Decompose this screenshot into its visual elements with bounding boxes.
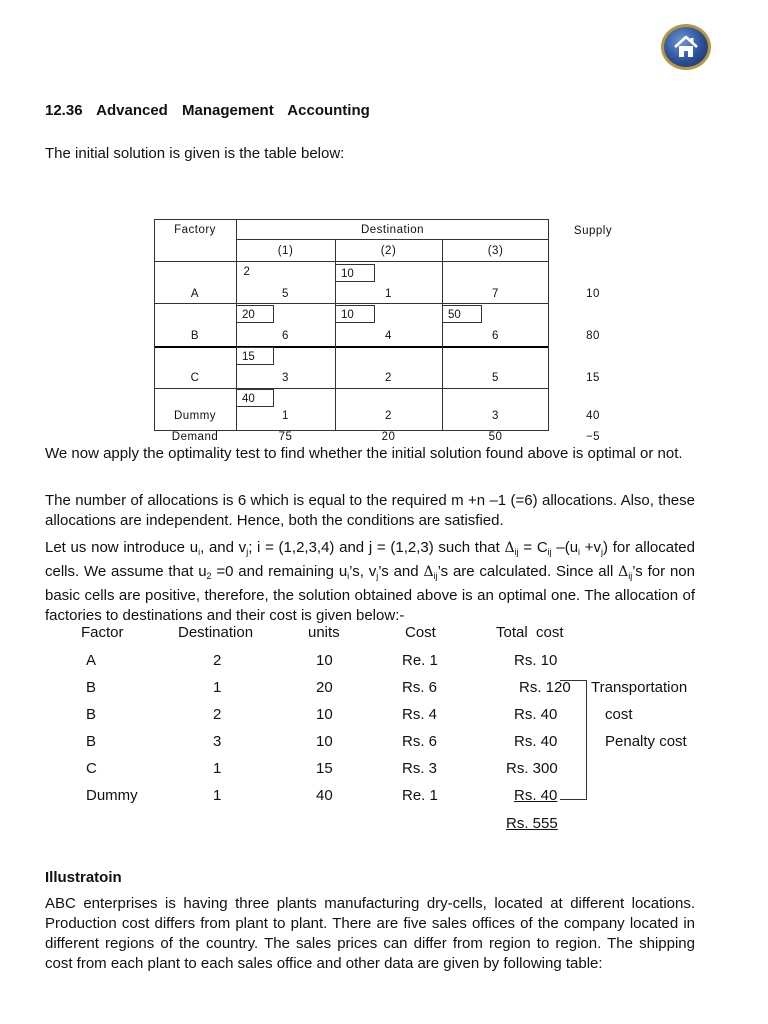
illustration-text: ABC enterprises is having three plants manufacturing dry-cells, located at different locations. Production cost differs from plant to plant. There are five sales offices of the company located in different regions of the country. The sales prices can differ from region to region. The shipping cost from each plant to each sales office and other data are given by following table:: [45, 895, 695, 972]
paragraph-uv-method: Let us now introduce $u_i$, and $v_j$; i = (1,2,3,4) and j = (1,2,3) such that $\Delta_{ij} = C_{ij}$ $-(u_i +v_j)$ for allocated cells. We assume that $u_2 =0$ and remaining $u_i’s$, $v_j’s$ and $\Delta_{ij}’s$ are calculated. Since all $\Delta_{ij}’s$ for non basic cells are positive, therefore, the solution obtained above is an optimal one. The allocation of factories to destinations and their cost is given below:-: [45, 539, 695, 624]
home-icon: [673, 34, 699, 60]
alloc-row-destination: 1: [213, 679, 222, 696]
alloc-dummy-1: 40: [236, 389, 274, 407]
alloc-row-destination: 1: [213, 760, 222, 777]
bracket-note-penalty: Penalty cost: [605, 733, 687, 750]
row-label-a: A: [190, 288, 200, 300]
alloc-row-cost: Re. 1: [402, 652, 438, 669]
alloc-row-cost: Re. 1: [402, 787, 438, 804]
alloc-a-1: 2: [243, 266, 251, 278]
dest-col-1: (1): [277, 245, 294, 257]
alloc-row-cost: Rs. 6: [402, 733, 438, 750]
home-button[interactable]: [661, 24, 711, 70]
row-label-b: B: [190, 330, 200, 342]
alloc-header-cost: Cost: [405, 624, 436, 641]
demand-3: 50: [488, 431, 503, 443]
bracket-note-transportation: Transportation: [591, 679, 688, 696]
alloc-row-destination: 2: [213, 652, 222, 669]
alloc-b-1: 20: [236, 305, 274, 323]
alloc-row-units: 10: [316, 652, 333, 669]
alloc-c-1: 15: [236, 347, 274, 365]
cost-dummy-1: 1: [282, 410, 289, 422]
alloc-row-destination: 2: [213, 706, 222, 723]
alloc-header-destination: Destination: [178, 624, 254, 641]
alloc-row-cost: Rs. 6: [402, 679, 438, 696]
alloc-row-units: 40: [316, 787, 333, 804]
demand-label: Demand: [171, 431, 219, 443]
supply-dummy: 40: [586, 410, 600, 422]
alloc-row-total: Rs. 40: [514, 787, 558, 804]
alloc-row-destination: 1: [213, 787, 222, 804]
intro-text: The initial solution is given is the table below:: [45, 145, 345, 162]
paragraph-allocations: The number of allocations is 6 which is equal to the required m +n –1 (=6) allocations. Also, these allocations are independent. Hence, both the conditions are satisfied.: [45, 492, 695, 529]
alloc-row-cost: Rs. 4: [402, 706, 438, 723]
alloc-row-destination: 3: [213, 733, 222, 750]
illustration-heading: Illustratoin: [45, 869, 122, 886]
cost-a-2: 1: [385, 288, 392, 300]
cost-b-1: 6: [282, 330, 289, 342]
cost-dummy-3: 3: [492, 410, 499, 422]
demand-total: −5: [585, 431, 601, 443]
alloc-header-total: Total cost: [496, 624, 564, 641]
cost-a-3: 7: [492, 288, 499, 300]
page-header: 12.36 Advanced Management Accounting: [45, 102, 370, 119]
alloc-row-total: Rs. 10: [514, 652, 558, 669]
alloc-row-factor: B: [86, 733, 97, 750]
alloc-row-total: Rs. 40: [514, 706, 558, 723]
destination-header: Destination: [360, 224, 425, 236]
alloc-row-factor: B: [86, 706, 97, 723]
alloc-b-2: 10: [335, 305, 375, 323]
dest-col-3: (3): [487, 245, 504, 257]
alloc-row-factor: Dummy: [86, 787, 138, 804]
total-bracket: [560, 680, 587, 800]
cost-b-2: 4: [385, 330, 392, 342]
alloc-header-factor: Factor: [81, 624, 124, 641]
alloc-row-units: 10: [316, 706, 333, 723]
alloc-header-units: units: [308, 624, 340, 641]
alloc-row-factor: C: [86, 760, 97, 777]
alloc-b-3: 50: [442, 305, 482, 323]
transportation-table: [154, 219, 549, 431]
alloc-row-factor: B: [86, 679, 97, 696]
alloc-row-cost: Rs. 3: [402, 760, 438, 777]
supply-c: 15: [586, 372, 600, 384]
alloc-row-total: Rs. 40: [514, 733, 558, 750]
supply-b: 80: [586, 330, 600, 342]
alloc-grand-total: Rs. 555: [506, 815, 558, 832]
cost-b-3: 6: [492, 330, 499, 342]
row-label-dummy: Dummy: [173, 410, 217, 422]
cost-dummy-2: 2: [385, 410, 392, 422]
alloc-a-2: 10: [335, 264, 375, 282]
paragraph-optimality: We now apply the optimality test to find whether the initial solution found above is optimal or not.: [45, 445, 683, 462]
cost-c-1: 3: [282, 372, 289, 384]
factory-header: Factory: [174, 224, 216, 236]
cost-a-1: 5: [282, 288, 289, 300]
cost-c-3: 5: [492, 372, 499, 384]
alloc-row-total: Rs. 120: [519, 679, 571, 696]
alloc-row-units: 15: [316, 760, 333, 777]
supply-header: Supply: [573, 225, 613, 237]
alloc-row-total: Rs. 300: [506, 760, 558, 777]
alloc-row-units: 10: [316, 733, 333, 750]
demand-2: 20: [381, 431, 396, 443]
bracket-note-cost: cost: [605, 706, 633, 723]
supply-a: 10: [586, 288, 600, 300]
row-label-c: C: [190, 372, 200, 384]
cost-c-2: 2: [385, 372, 392, 384]
alloc-row-units: 20: [316, 679, 333, 696]
alloc-row-factor: A: [86, 652, 97, 669]
dest-col-2: (2): [380, 245, 397, 257]
demand-1: 75: [278, 431, 293, 443]
